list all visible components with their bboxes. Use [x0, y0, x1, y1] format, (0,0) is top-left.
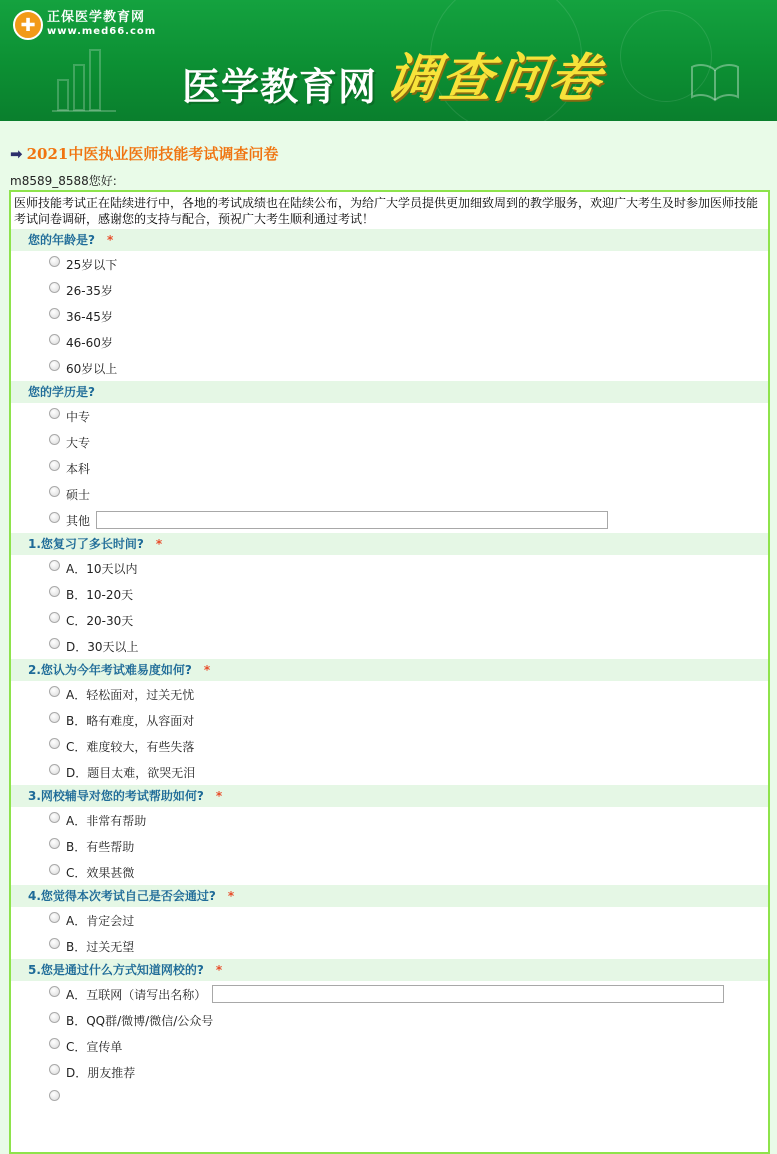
answer-option[interactable] [11, 481, 768, 507]
required-mark: * [106, 233, 114, 247]
radio-button[interactable] [49, 486, 60, 497]
answer-option[interactable] [11, 907, 768, 933]
radio-button[interactable] [49, 638, 60, 649]
answer-option[interactable] [11, 355, 768, 381]
radio-button[interactable] [49, 512, 60, 523]
question-text: 2.您认为今年考试难易度如何? [28, 663, 192, 677]
required-mark: * [215, 963, 223, 977]
option-label: B．略有难度，从容面对 [66, 713, 195, 728]
logo-name: 正保医学教育网 [47, 10, 146, 25]
answer-option[interactable] [11, 1059, 768, 1085]
answer-option[interactable] [11, 1033, 768, 1059]
radio-button[interactable] [49, 1012, 60, 1023]
option-label: D．30天以上 [66, 639, 139, 654]
survey-form [9, 190, 770, 1154]
logo[interactable] [13, 10, 156, 40]
answer-option[interactable] [11, 707, 768, 733]
option-label: C．难度较大，有些失落 [66, 739, 195, 754]
option-label: 中专 [66, 409, 91, 424]
radio-button[interactable] [49, 864, 60, 875]
logo-url: www.med66.com [47, 26, 157, 37]
other-text-input[interactable] [212, 985, 724, 1003]
answer-option[interactable] [11, 633, 768, 659]
option-label: A．非常有帮助 [66, 813, 147, 828]
required-mark: * [203, 663, 211, 677]
question-title [11, 885, 768, 907]
radio-button[interactable] [49, 712, 60, 723]
radio-button[interactable] [49, 612, 60, 623]
answer-option[interactable] [11, 507, 768, 533]
required-mark: * [155, 537, 163, 551]
radio-button[interactable] [49, 838, 60, 849]
question-text: 1.您复习了多长时间? [28, 537, 144, 551]
option-label: 46-60岁 [66, 335, 113, 350]
answer-option[interactable] [11, 933, 768, 959]
question-title [11, 381, 768, 403]
question-title [11, 659, 768, 681]
option-label: 36-45岁 [66, 309, 113, 324]
answer-option[interactable] [11, 1085, 768, 1111]
question-text: 3.网校辅导对您的考试帮助如何? [28, 789, 204, 803]
option-label: 硕士 [66, 487, 91, 502]
answer-option[interactable] [11, 403, 768, 429]
required-mark: * [215, 789, 223, 803]
radio-button[interactable] [49, 460, 60, 471]
radio-button[interactable] [49, 738, 60, 749]
radio-button[interactable] [49, 256, 60, 267]
option-label: 60岁以上 [66, 361, 118, 376]
option-label: D．朋友推荐 [66, 1065, 136, 1080]
option-label: B．过关无望 [66, 939, 135, 954]
radio-button[interactable] [49, 408, 60, 419]
radio-button[interactable] [49, 1038, 60, 1049]
open-book-icon [690, 62, 740, 102]
other-text-input[interactable] [96, 511, 608, 529]
radio-button[interactable] [49, 1064, 60, 1075]
answer-option[interactable] [11, 759, 768, 785]
radio-button[interactable] [49, 938, 60, 949]
question-text: 5.您是通过什么方式知道网校的? [28, 963, 204, 977]
radio-button[interactable] [49, 812, 60, 823]
page-heading [10, 143, 777, 164]
radio-button[interactable] [49, 282, 60, 293]
answer-option[interactable] [11, 251, 768, 277]
answer-option[interactable] [11, 807, 768, 833]
answer-option[interactable] [11, 607, 768, 633]
survey-intro: 医师技能考试正在陆续进行中，各地的考试成绩也在陆续公布，为给广大学员提供更加细致周到的教学服务，欢迎广大考生及时参加医师技能考试问卷调研，感谢您的支持与配合，预祝广大考生顺利通过考试！ [14, 196, 759, 226]
option-label: D．题目太难，欲哭无泪 [66, 765, 196, 780]
radio-button[interactable] [49, 764, 60, 775]
answer-option[interactable] [11, 859, 768, 885]
radio-button[interactable] [49, 986, 60, 997]
option-label: C．宣传单 [66, 1039, 123, 1054]
logo-cross-icon: ✚ [13, 10, 43, 40]
radio-button[interactable] [49, 912, 60, 923]
question-title [11, 959, 768, 981]
answer-option[interactable] [11, 329, 768, 355]
option-label: 其他 [66, 513, 91, 528]
answer-option[interactable] [11, 277, 768, 303]
option-label: 25岁以下 [66, 257, 118, 272]
answer-option[interactable] [11, 303, 768, 329]
answer-option[interactable] [11, 833, 768, 859]
survey-title: 2021中医执业医师技能考试调查问卷 [26, 145, 279, 163]
option-label: 大专 [66, 435, 91, 450]
radio-button[interactable] [49, 360, 60, 371]
option-label: 本科 [66, 461, 91, 476]
option-label: B．QQ群/微博/微信/公众号 [66, 1013, 214, 1028]
question-title [11, 533, 768, 555]
question-title [11, 785, 768, 807]
banner-title-main: 医学教育网 [182, 65, 378, 109]
option-label: A．轻松面对，过关无忧 [66, 687, 195, 702]
user-greeting: m8589_8588您好: [10, 174, 117, 188]
answer-option[interactable] [11, 733, 768, 759]
banner-title-script: 调查问卷 [382, 48, 607, 109]
header-banner [0, 0, 777, 121]
question-title [11, 229, 768, 251]
arrow-right-icon: ➡ [10, 144, 23, 163]
radio-button[interactable] [49, 586, 60, 597]
option-label: A．互联网（请写出名称） [66, 987, 207, 1002]
option-label: C．效果甚微 [66, 865, 135, 880]
radio-button[interactable] [49, 334, 60, 345]
answer-option[interactable] [11, 555, 768, 581]
option-label: B．10-20天 [66, 587, 134, 602]
option-label: A．肯定会过 [66, 913, 135, 928]
option-label: B．有些帮助 [66, 839, 135, 854]
radio-button[interactable] [49, 308, 60, 319]
radio-button[interactable] [49, 686, 60, 697]
required-mark: * [227, 889, 235, 903]
option-label: A．10天以内 [66, 561, 138, 576]
radio-button[interactable] [49, 1090, 60, 1101]
answer-option[interactable] [11, 455, 768, 481]
option-label: 26-35岁 [66, 283, 113, 298]
answer-option[interactable] [11, 429, 768, 455]
question-text: 您的学历是? [28, 385, 95, 399]
question-text: 4.您觉得本次考试自己是否会通过? [28, 889, 216, 903]
option-label: C．20-30天 [66, 613, 134, 628]
answer-option[interactable] [11, 581, 768, 607]
radio-button[interactable] [49, 434, 60, 445]
answer-option[interactable] [11, 1007, 768, 1033]
answer-option[interactable] [11, 981, 768, 1007]
answer-option[interactable] [11, 681, 768, 707]
bar-chart-decor-icon [50, 35, 120, 115]
radio-button[interactable] [49, 560, 60, 571]
question-text: 您的年龄是? [28, 233, 95, 247]
banner-title [182, 36, 607, 111]
